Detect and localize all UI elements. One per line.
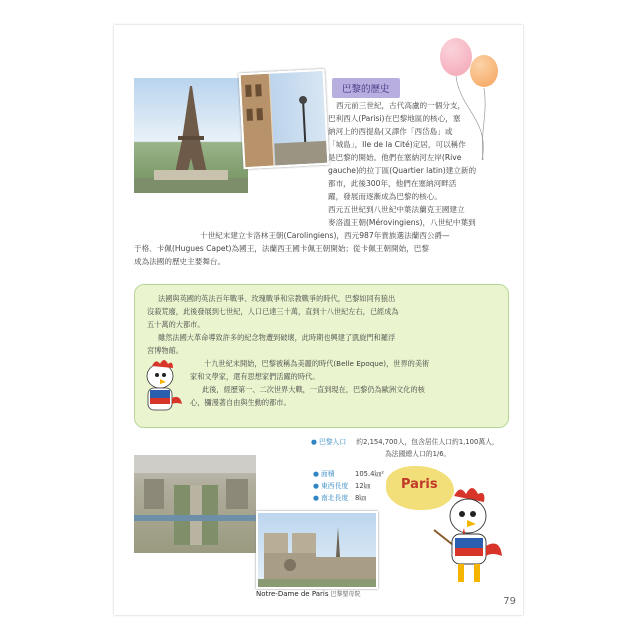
box-line: 法國與英國的英法百年戰爭、玫瑰戰爭和宗教戰爭的時代，巴黎如同有狼出 — [158, 294, 396, 303]
box-line: 家和文學家，還有思想家們活躍的時代。 — [190, 372, 320, 381]
bullet-icon: ● — [311, 438, 317, 446]
history-line: 「城島」，Ile de la Cité)定居，可以稱作 — [328, 140, 466, 149]
paris-map-label: Paris — [401, 477, 438, 492]
stat-value: 12㎞ — [355, 482, 371, 490]
caption-subtitle: 巴黎聖母院 — [330, 591, 361, 598]
box-line: 心，獼漫著自由與生動的都市。 — [190, 398, 291, 407]
bullet-icon: ● — [313, 482, 319, 490]
stat-label: 面積 — [320, 470, 335, 478]
history-line: 納河上的西提島(又譯作「西岱島」或 — [328, 127, 453, 136]
rooster-teacher-illustration — [428, 486, 504, 590]
box-line: 雖然法國大革命導致許多的紀念物遭到破壞，此時期也興建了凱旋門和羅浮 — [158, 333, 396, 342]
stat-label: 東西長度 — [320, 482, 349, 490]
stat-population-note: 為法國總人口的1/6。 — [385, 450, 451, 458]
history-line: gauche)的拉丁區(Quartier latin)建立新的 — [328, 166, 477, 175]
stat-population — [311, 437, 499, 448]
stat-area — [313, 469, 384, 480]
paris-street-photo — [239, 69, 330, 169]
history-line: 于格．卡佩(Hugues Capet)為國王，法蘭西王國卡佩王朝開始；從卡佩王朝開始，巴黎 — [134, 244, 429, 253]
history-line: 麥洛溫王朝(Mérovingiens)，八世紀中葉到 — [328, 218, 476, 227]
box-line: 五十萬的大都市。 — [147, 320, 205, 329]
stat-label: 南北長度 — [320, 494, 349, 502]
box-line: 沒殺荒廢，此後發展到七世紀，人口已達三十萬，直到十八世紀左右，已經成為 — [147, 307, 399, 316]
paris-aerial-photo — [134, 455, 256, 553]
stat-value: 約2,154,700人，包含居住人口約1,100萬人， — [356, 438, 499, 446]
stat-label: 巴黎人口 — [318, 438, 347, 446]
box-line: 此後，經歷第一、二次世界大戰，一直到現在，巴黎仍為歐洲文化的核 — [202, 385, 425, 394]
notre-dame-photo — [256, 511, 378, 589]
page-number: 79 — [503, 596, 516, 607]
bullet-icon: ● — [313, 494, 319, 502]
history-line: 成為法國的歷史主要舞台。 — [134, 257, 226, 266]
caption-title: Notre-Dame de Paris — [256, 590, 329, 598]
history-line: 巴利西人(Parisi)在巴黎地區的核心，塞 — [328, 114, 461, 123]
history-line: 是巴黎的開始。他們在塞納河左岸(Rive — [328, 153, 462, 162]
box-line: 十九世紀末開始，巴黎被稱為美麗的時代(Belle Epoque)，世界的美術 — [204, 359, 430, 368]
history-line: 西元前三世紀，古代高盧的一個分支， — [336, 101, 466, 110]
history-line: 十世紀末建立卡洛林王朝(Carolingiens)，西元987年貴族選法蘭西公爵— — [200, 231, 450, 240]
rooster-mascot-illustration — [138, 358, 188, 424]
bullet-icon: ● — [313, 470, 319, 478]
history-line: 躍，發展而逐漸成為巴黎的核心。 — [328, 192, 442, 201]
history-line: 西元五世紀到八世紀中葉法蘭克王國建立 — [328, 205, 465, 214]
stat-value: 105.4㎞² — [355, 470, 384, 478]
stat-value: 8㎞ — [355, 494, 367, 502]
stat-north-south — [313, 493, 367, 504]
stat-east-west — [313, 481, 371, 492]
section-heading: 巴黎的歷史 — [332, 78, 400, 98]
box-line: 宮博物館。 — [147, 346, 183, 355]
photo-caption — [256, 589, 361, 598]
history-line: 都市，此後300年，他們在塞納河畔活 — [328, 179, 457, 188]
eiffel-tower-photo — [134, 78, 248, 193]
